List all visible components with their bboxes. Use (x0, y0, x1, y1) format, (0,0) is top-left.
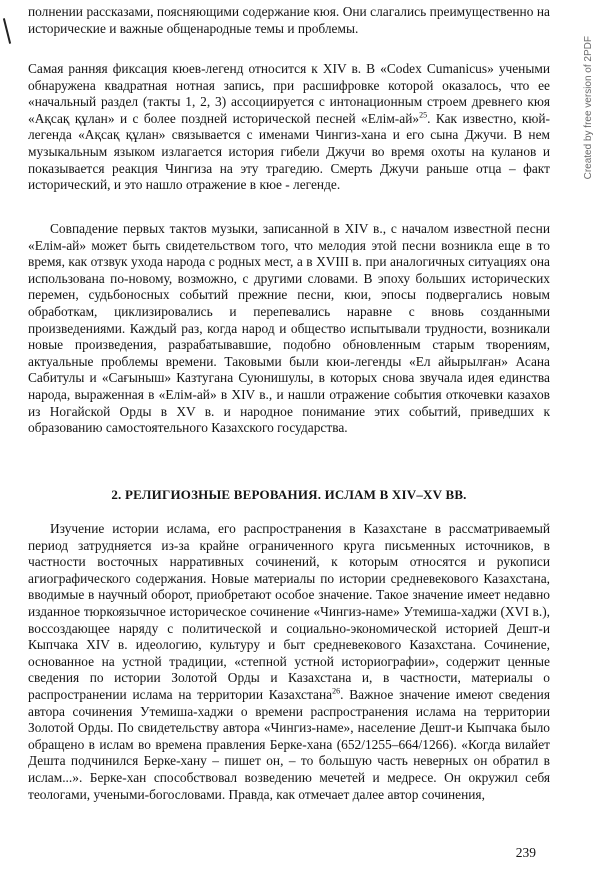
footnote-ref-26: 26 (332, 686, 341, 696)
paragraph-codex-part-b: . Как известно, кюй-легенда «Ақсақ құлан» связывается с именами Чингиз-хана и его сына Джучи. В нем музыкальным языком излагается история гибели Джучи во время охоты на куланов и показывается реакция Чингиза на эту трагедию. Смерть Джучи раньше отца – факт исторический, и это нашло отражение в кюе - легенде. (28, 110, 550, 193)
paragraph-intro: полнении рассказами, поясняющими содержание кюя. Они слагались преимущественно на исторические и важные общенародные темы и проблемы. (28, 4, 550, 36)
paragraph-islam (28, 521, 550, 803)
paragraph-codex-part-a: Самая ранняя фиксация кюев-легенд относится к XIV в. В «Codex Cumanicus» учеными обнаружена квадратная нотная запись, при расшифровке которой оказалось, что ее «начальный раздел (такты 1, 2, 3) ассоциируется с интонационным строем древнего кюя «Ақсақ құлан» и с более поздней исторической песней «Елім-ай» (28, 61, 550, 126)
continued-paragraph (28, 4, 550, 37)
paragraph-codex (28, 61, 550, 194)
page-number: 239 (515, 845, 536, 860)
footnote-ref-25: 25 (419, 110, 428, 120)
paragraph-block-3 (28, 521, 550, 803)
paragraph-block-2 (28, 221, 550, 437)
paragraph-islam-part-b: . Важное значение имеют сведения автора сочинения Утемиша-хаджи о времени распространения ислама на территории Золотой Орды. По свидетельству автора «Чингиз-наме», население Дешт-и Кыпчака было обращено в ислам во времена правления Берке-хана (652/1255–664/1266). «Когда вилайет Дешта подчинился Берке-хану – пишет он, – то большую часть неверных он обратил в ислам...». Берке-хан способствовал возведению мечетей и медресе. Он окружил себя теологами, учеными-богословами. Правда, как отмечает далее автор сочинения, (28, 686, 550, 802)
paragraph-block-1 (28, 61, 550, 194)
section-heading: 2. РЕЛИГИОЗНЫЕ ВЕРОВАНИЯ. ИСЛАМ В XIV–XV ВВ. (111, 487, 467, 502)
paragraph-melody: Совпадение первых тактов музыки, записанной в XIV в., с началом известной песни «Елім-ай» может быть свидетельством того, что мелодия этой песни возникла еще в то время, как отзвук ухода народа с родных мест, а в XVIII в. при аналогичных ситуациях она использована по-новому, возможно, с другими словами. В эпоху больших исторических перемен, судьбоносных событий прежние песни, кюи, эпосы подвергались новым обработкам, циклизировались и перепевались наравне с вновь созданными произведениями. Каждый раз, когда народ и общество испытывали трудности, возникали новые произведения, разрабатывавшие, подобно обновленным старым творениям, актуальные проблемы времени. Таковыми были кюи-легенды «Ел айырылған» Асана Сабитулы и «Сағыныш» Казтугана Суюнишулы, в которых снова звучала идея единства народа, выраженная в «Елім-ай» в XIV в., и нашли отражение события откочевки казахов из Ногайской Орды в XV в. и народное понимание этих событий, приведших к образованию самостоятельного Казахского государства. (28, 221, 550, 436)
watermark-text: Created by free version of 2PDF (583, 36, 594, 180)
margin-mark (3, 18, 11, 44)
paragraph-islam-part-a: Изучение истории ислама, его распространения в Казахстане в рассматриваемый период затрудняется из-за крайне ограниченного круга письменных источников, в частности восточных нарративных сочинений, к которым относятся и рукописи агиографического содержания. Новые материалы по истории средневекового Казахстана, вводимые в научный оборот, приобретают особое значение. Такое значение имеет недавно изданное тюркоязычное историческое сочинение «Чингиз-наме» Утемиша-хаджи (XVI в.), воссоздающее наряду с политической и социально-экономической историей Дешт-и Кыпчака XIV в. идеологию, культуру и быт средневекового Казахстана. Сочинение, основанное на устной традиции, «степной устной историографии», содержит ценные сведения по истории Золотой Орды и Казахстана и, в частности, материалы о распространении ислама на территории Казахстана (28, 521, 550, 702)
